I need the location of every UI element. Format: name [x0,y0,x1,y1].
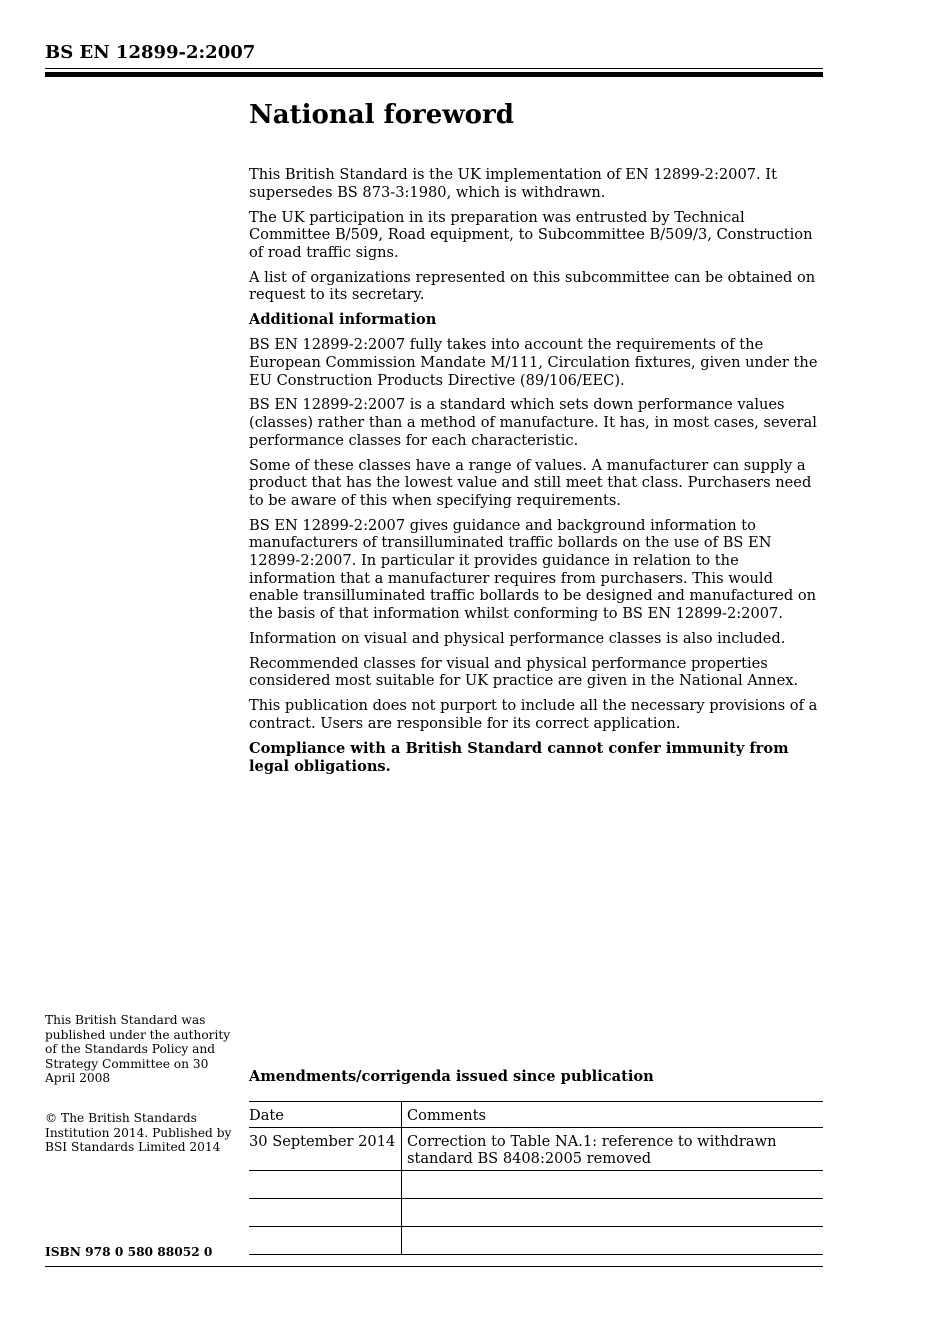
amendments-header-row [249,1102,823,1128]
header-rule-thin [45,68,823,69]
paragraph-guidance: BS EN 12899-2:2007 gives guidance and background information to manufacturers of transilluminated traffic bollards on the use of BS EN 12899-2:2007. In particular it provides guidance in relation to the information that a manufacturer requires from purchasers. This would enable transilluminated traffic bollards to be designed and manufactured on the basis of that information whilst conforming to BS EN 12899-2:2007. [249,516,817,622]
paragraph-participation: The UK participation in its preparation was entrusted by Technical Committee B/509, Road equipment, to Subcommittee B/509/3, Construction of road traffic signs. [249,208,813,261]
isbn: ISBN 978 0 580 88052 0 [45,1245,213,1259]
amendments-title: Amendments/corrigenda issued since publication [249,1068,654,1085]
empty-cell [249,1227,402,1255]
paragraph-compliance: Compliance with a British Standard cannot confer immunity from legal obligations. [249,739,789,775]
paragraph-performance-values: BS EN 12899-2:2007 is a standard which sets down performance values (classes) rather than a method of manufacture. It has, in most cases, several performance classes for each characteristic. [249,396,817,449]
empty-cell [249,1199,402,1227]
subheading-additional-information: Additional information [249,311,437,329]
table-row-empty [249,1171,823,1199]
paragraph-classes-range: Some of these classes have a range of values. A manufacturer can supply a product that has the lowest value and still meet that class. Purchasers need to be aware of this when specifying requirements. [249,456,812,509]
document-id: BS EN 12899-2:2007 [45,42,256,63]
table-row-empty [249,1227,823,1255]
table-row-empty [249,1199,823,1227]
paragraph-organizations: A list of organizations represented on this subcommittee can be obtained on request to its secretary. [249,268,816,304]
publication-note: This British Standard was published under the authority of the Standards Policy and Strategy Committee on 30 April 2008 [45,1013,231,1086]
amendment-date: 30 September 2014 [249,1128,402,1171]
amendments-table [249,1101,823,1255]
paragraph-mandate: BS EN 12899-2:2007 fully takes into account the requirements of the European Commission Mandate M/111, Circulation fixtures, given under the EU Construction Products Directive (89/106/EEC). [249,336,818,389]
footer-rule [45,1266,823,1267]
empty-cell [402,1171,824,1199]
page-title: National foreword [249,100,514,130]
copyright-note: © The British Standards Institution 2014. Published by BSI Standards Limited 2014 [45,1111,232,1155]
foreword-body [249,166,823,783]
amendment-comment: Correction to Table NA.1: reference to withdrawn standard BS 8408:2005 removed [402,1128,824,1171]
paragraph-recommended-classes: Recommended classes for visual and physical performance properties considered most suitable for UK practice are given in the National Annex. [249,654,799,690]
empty-cell [402,1199,824,1227]
header-comments: Comments [402,1102,824,1128]
paragraph-contract: This publication does not purport to include all the necessary provisions of a contract. Users are responsible for its correct application. [249,697,818,732]
empty-cell [249,1171,402,1199]
header-date: Date [249,1102,402,1128]
header-rule-thick [45,72,823,77]
table-row [249,1128,823,1171]
empty-cell [402,1227,824,1255]
paragraph-implementation: This British Standard is the UK implementation of EN 12899-2:2007. It supersedes BS 873-3:1980, which is withdrawn. [249,166,777,201]
paragraph-information-classes: Information on visual and physical performance classes is also included. [249,629,786,647]
